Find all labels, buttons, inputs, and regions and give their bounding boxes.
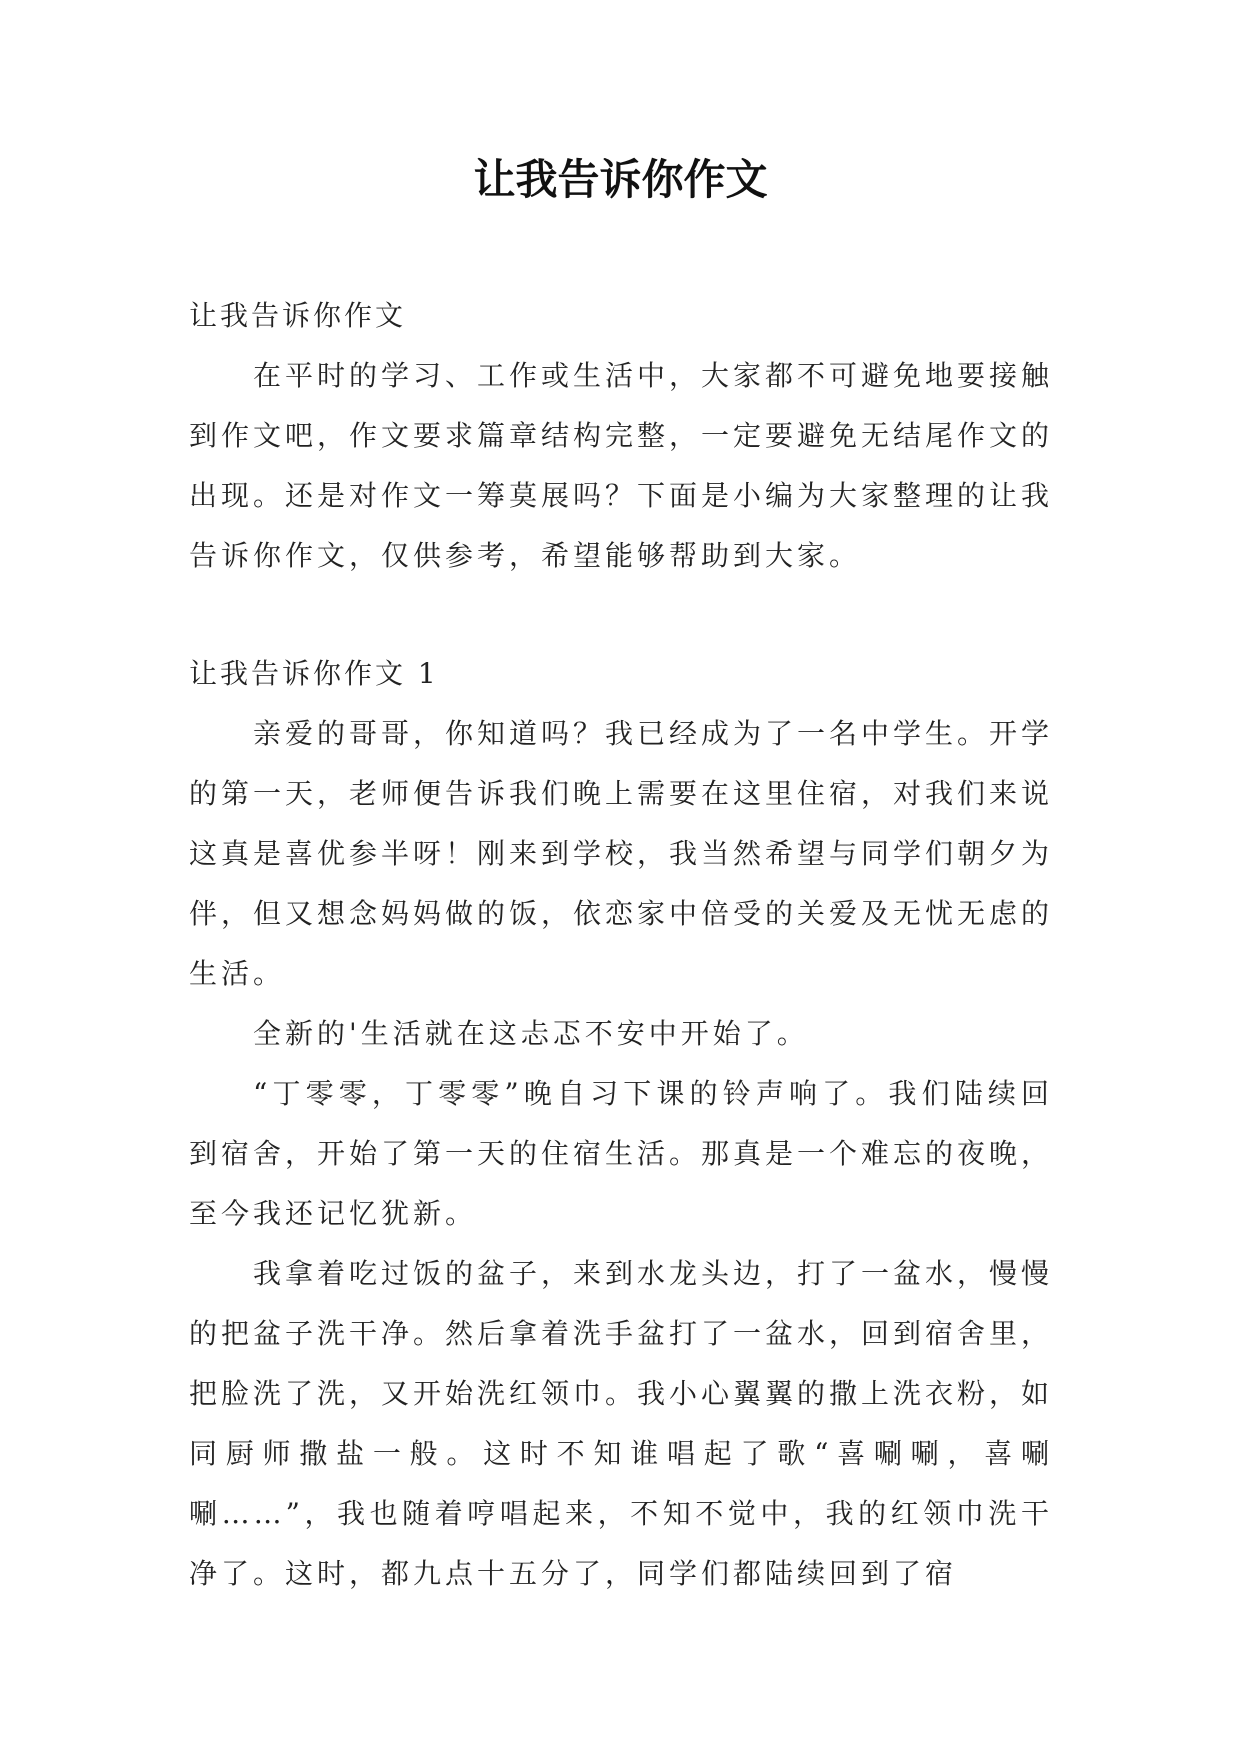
document-title: 让我告诉你作文 — [473, 155, 768, 204]
intro-paragraph: 在平时的学习、工作或生活中，大家都不可避免地要接触到作文吧，作文要求篇章结构完整，一定要避免无结尾作文的出现。还是对作文一筹莫展吗？下面是小编为大家整理的让我告诉你作文，仅供参考，希望能够帮助到大家。 — [189, 359, 1054, 572]
essay1-paragraph: 亲爱的哥哥，你知道吗？我已经成为了一名中学生。开学的第一天，老师便告诉我们晚上需要在这里住宿，对我们来说这真是喜优参半呀！刚来到学校，我当然希望与同学们朝夕为伴，但又想念妈妈做的饭，依恋家中倍受的关爱及无忧无虑的生活。 — [189, 717, 1054, 990]
essay1-paragraph: “丁零零，丁零零”晚自习下课的铃声响了。我们陆续回到宿舍，开始了第一天的住宿生活。那真是一个难忘的夜晚，至今我还记忆犹新。 — [189, 1077, 1054, 1230]
section-spacer — [189, 586, 1053, 644]
essay1-heading: 让我告诉你作文 1 — [189, 657, 439, 690]
intro-heading: 让我告诉你作文 — [189, 299, 407, 332]
essay1-paragraph: 全新的'生活就在这忐忑不安中开始了。 — [253, 1017, 809, 1050]
document-body — [189, 286, 1053, 1604]
essay1-paragraph: 我拿着吃过饭的盆子，来到水龙头边，打了一盆水，慢慢的把盆子洗干净。然后拿着洗手盆打了一盆水，回到宿舍里，把脸洗了洗，又开始洗红领巾。我小心翼翼的撒上洗衣粉，如同厨师撒盐一般。这时不知谁唱起了歌“喜唰唰，喜唰唰……”，我也随着哼唱起来，不知不觉中，我的红领巾洗干净了。这时，都九点十五分了，同学们都陆续回到了宿 — [189, 1257, 1054, 1590]
